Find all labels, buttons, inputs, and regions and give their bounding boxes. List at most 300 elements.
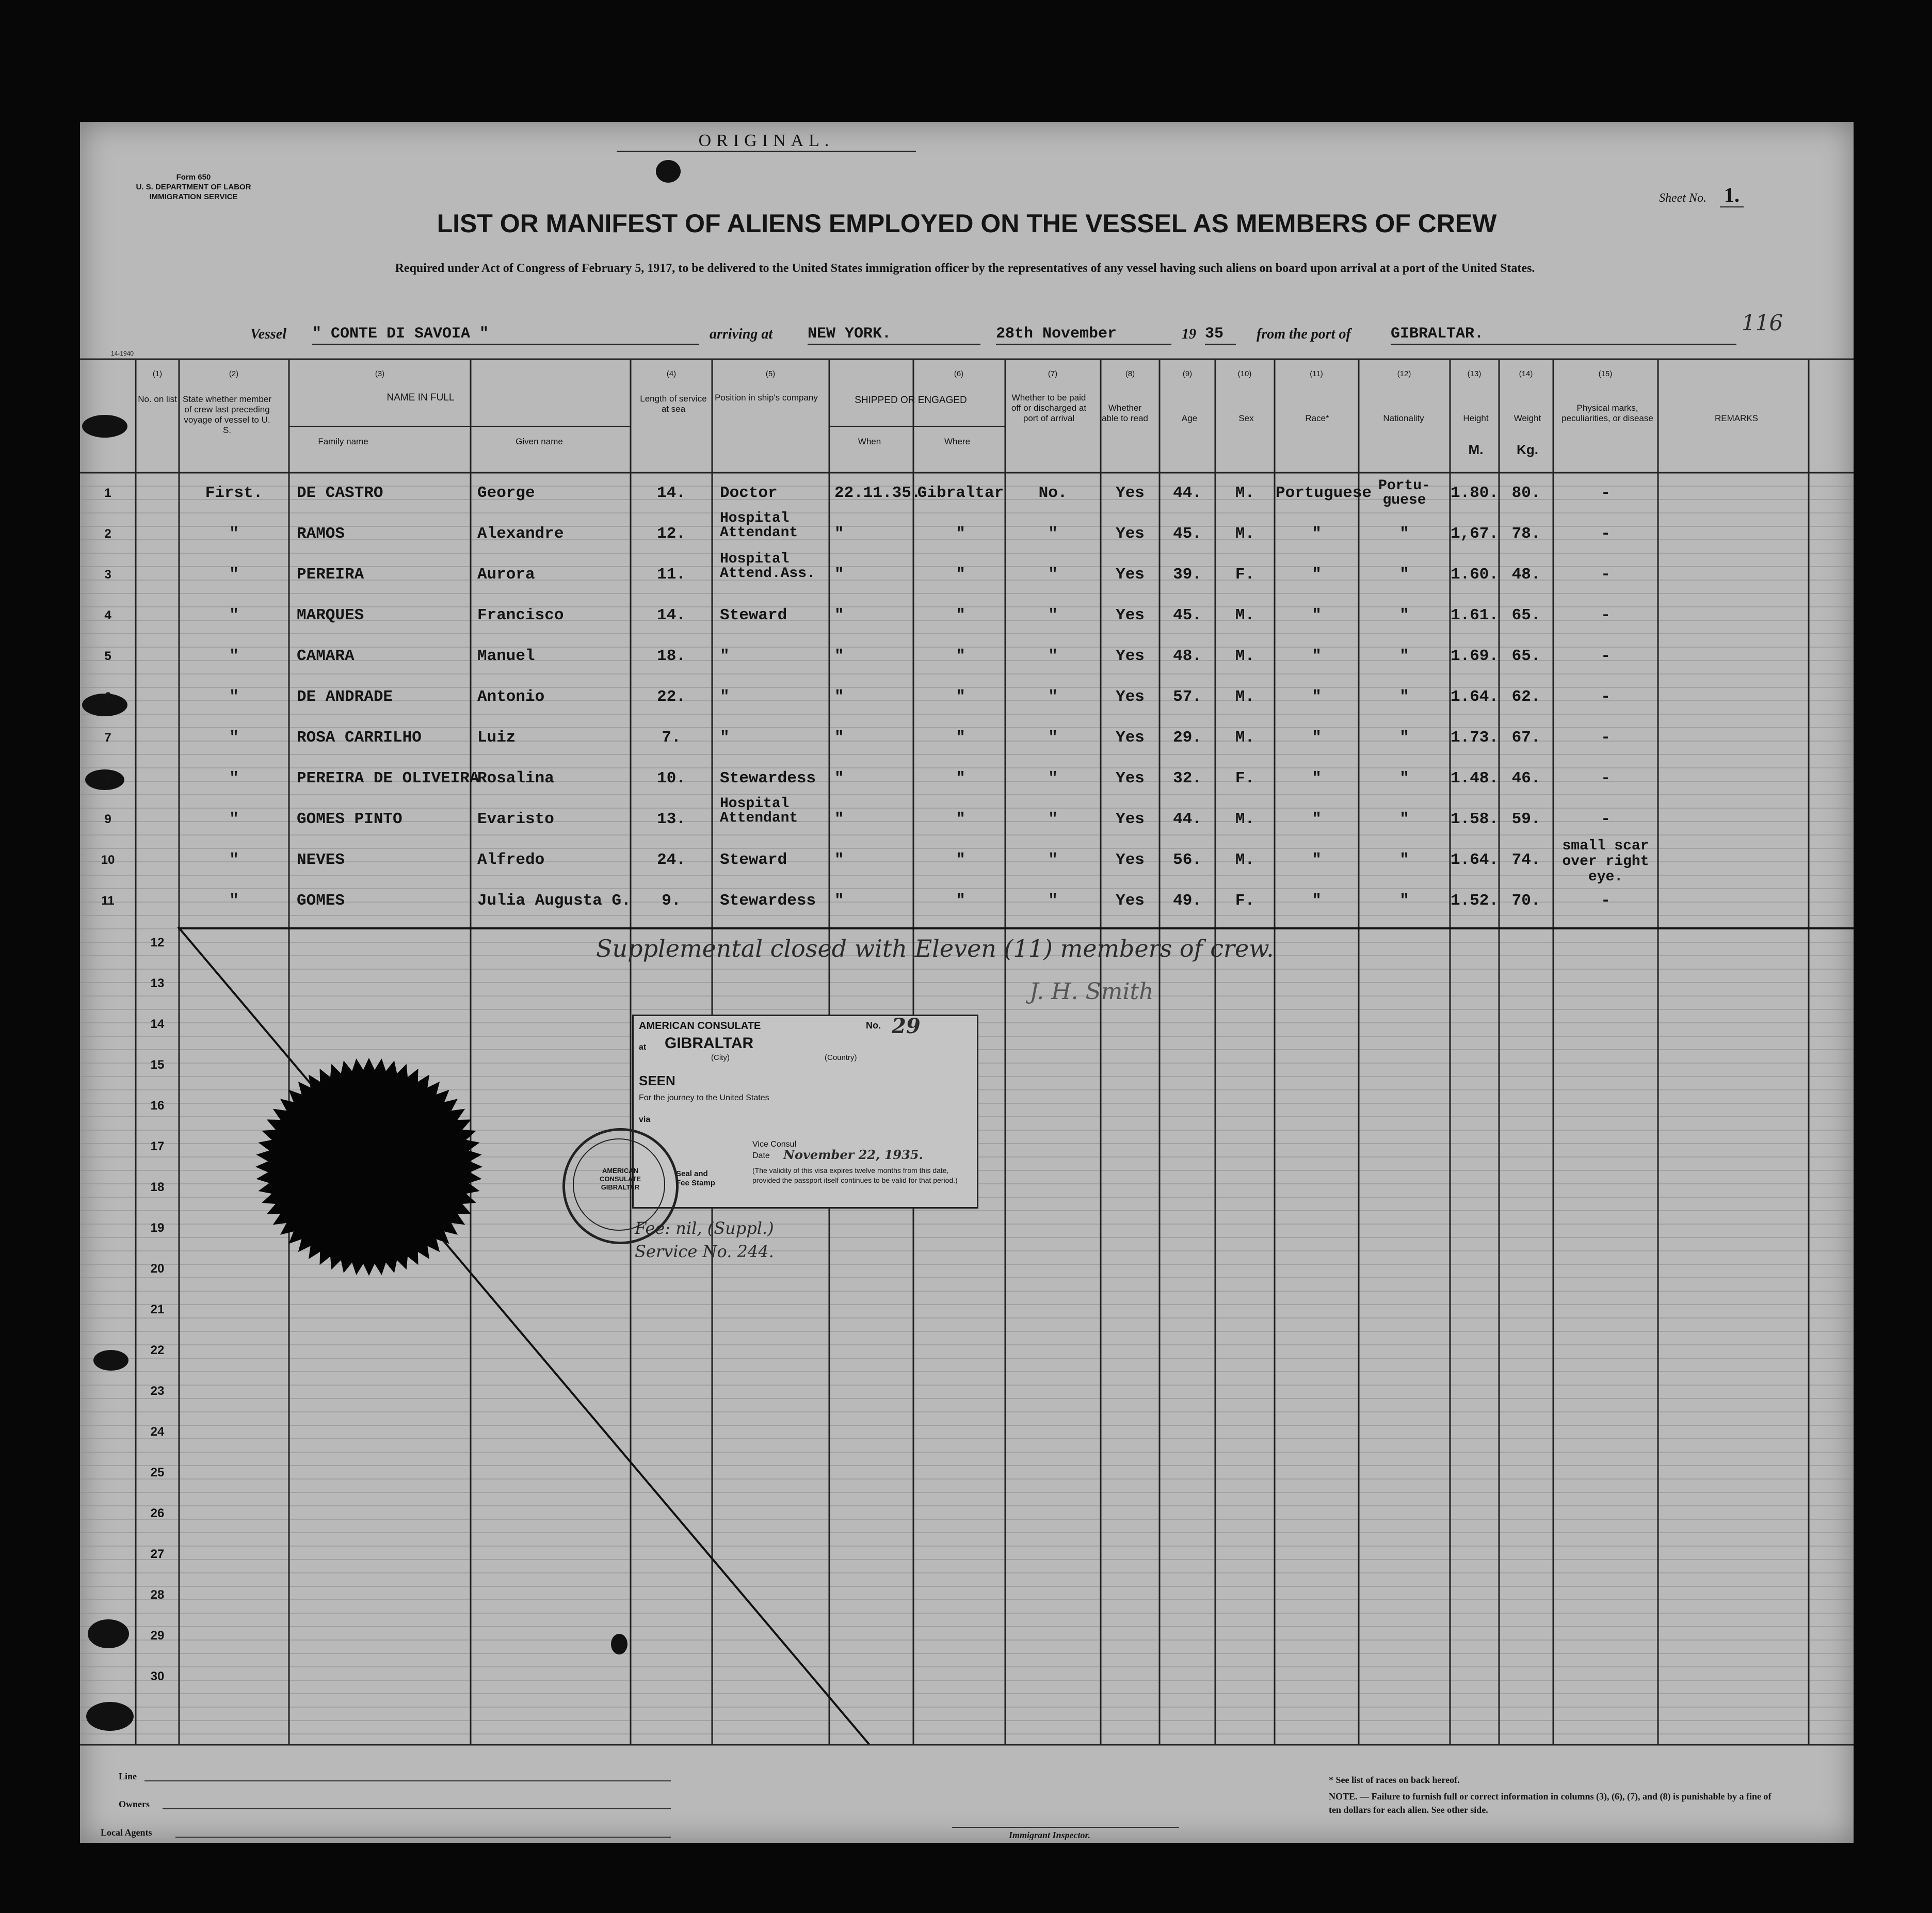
header-sex: Sex [1238, 413, 1254, 423]
cell-given-name: Evaristo [477, 810, 554, 828]
empty-row-number: 12 [150, 936, 165, 950]
cell-weight: 48. [1511, 566, 1541, 584]
cell-age: 44. [1173, 484, 1202, 502]
cell-family-name: MARQUES [297, 606, 364, 624]
sheet-value: 1. [1720, 183, 1744, 207]
header-weight: Weight [1514, 413, 1541, 423]
cell-where: " [956, 729, 965, 747]
header-length-of-service: Length of service at sea [640, 394, 707, 414]
row-number: 10 [101, 853, 115, 867]
cell-state: " [229, 851, 239, 869]
table-grid [80, 122, 1854, 1843]
cell-paid-off: " [1048, 606, 1058, 624]
header-height-unit: M. [1468, 442, 1484, 457]
header-paid-off: Whether to be paid off or discharged at port of arrival [1011, 393, 1087, 423]
cell-age: 48. [1173, 647, 1202, 665]
cell-height: 1.73. [1450, 729, 1499, 747]
stamp-no-label: No. [866, 1020, 881, 1031]
cell-position: Steward [720, 851, 787, 869]
cell-sex: M. [1235, 810, 1255, 828]
cell-length-of-service: 14. [657, 606, 686, 624]
cell-position: Hospital Attend.Ass. [720, 551, 815, 582]
cell-paid-off: " [1048, 525, 1058, 543]
cell-where: " [956, 566, 965, 584]
cell-weight: 67. [1511, 729, 1541, 747]
empty-row-number: 17 [150, 1139, 165, 1153]
header-where: Where [944, 437, 971, 446]
column-number: (9) [1182, 369, 1193, 378]
cell-height: 1.61. [1450, 606, 1499, 624]
header-no-on-list: No. on list [138, 394, 177, 404]
cell-sex: M. [1235, 729, 1255, 747]
empty-row-number: 28 [150, 1588, 165, 1602]
stamp-vice-consul: Vice Consul [752, 1140, 797, 1149]
cell-length-of-service: 7. [662, 729, 681, 747]
cell-physical-marks: - [1601, 566, 1611, 584]
cell-position: " [720, 688, 730, 706]
cell-able-to-read: Yes [1116, 525, 1145, 543]
cell-state: First. [205, 484, 263, 502]
footer-line-label: Line [119, 1771, 137, 1781]
embossed-seal [255, 1058, 482, 1276]
cell-race: " [1312, 892, 1322, 910]
cell-physical-marks: - [1601, 810, 1611, 828]
cell-state: " [229, 688, 239, 706]
cell-able-to-read: Yes [1116, 769, 1145, 787]
cell-state: " [229, 892, 239, 910]
column-number: (6) [954, 369, 964, 378]
cell-when: " [834, 769, 844, 787]
empty-row-number: 19 [150, 1221, 165, 1235]
cell-where: " [956, 606, 965, 624]
header-given-name: Given name [516, 437, 563, 446]
cell-nationality: " [1399, 729, 1409, 747]
cell-height: 1.52. [1450, 892, 1499, 910]
cell-state: " [229, 606, 239, 624]
footer-agents-rule [175, 1837, 671, 1838]
cell-given-name: Julia Augusta G. [477, 892, 631, 910]
cell-nationality: " [1399, 688, 1409, 706]
column-number: (13) [1467, 369, 1482, 378]
cell-able-to-read: Yes [1116, 606, 1145, 624]
cell-paid-off: No. [1038, 484, 1068, 502]
cell-able-to-read: Yes [1116, 688, 1145, 706]
cell-sex: F. [1235, 892, 1255, 910]
cell-nationality: " [1399, 810, 1409, 828]
cell-nationality: " [1399, 647, 1409, 665]
binder-hole [88, 1619, 129, 1648]
cell-physical-marks: - [1601, 729, 1611, 747]
cell-able-to-read: Yes [1116, 729, 1145, 747]
cell-sex: M. [1235, 647, 1255, 665]
header-weight-unit: Kg. [1517, 442, 1538, 457]
cell-weight: 70. [1511, 892, 1541, 910]
consulate-round-seal [562, 1128, 679, 1244]
cell-weight: 78. [1511, 525, 1541, 543]
footer-owners-rule [163, 1808, 671, 1809]
cell-race: " [1312, 606, 1322, 624]
cell-race: " [1312, 647, 1322, 665]
cell-paid-off: " [1048, 566, 1058, 584]
cell-when: " [834, 851, 844, 869]
header-able-to-read: Whether able to read [1102, 403, 1148, 423]
cell-height: 1.48. [1450, 769, 1499, 787]
legal-requirement: Required under Act of Congress of February 5, 1917, to be delivered to the United States immigration officer by the representatives of any vessel having such aliens on board upon arrival at a port of the United States. [395, 262, 1535, 275]
cell-age: 49. [1173, 892, 1202, 910]
cell-weight: 65. [1511, 647, 1541, 665]
header-when: When [858, 437, 881, 446]
empty-row-number: 23 [150, 1384, 165, 1398]
cell-nationality: " [1399, 851, 1409, 869]
row-number: 8 [104, 771, 111, 785]
cell-physical-marks: - [1601, 606, 1611, 624]
cell-age: 45. [1173, 525, 1202, 543]
cell-where: " [956, 810, 965, 828]
cell-height: 1.64. [1450, 688, 1499, 706]
cell-race: " [1312, 851, 1322, 869]
row-number: 11 [101, 894, 115, 908]
cell-given-name: Francisco [477, 606, 564, 624]
from-port: GIBRALTAR. [1391, 325, 1736, 345]
footer-owners-label: Owners [119, 1799, 150, 1809]
cell-physical-marks: - [1601, 769, 1611, 787]
cell-position: " [720, 647, 730, 665]
cell-given-name: Alfredo [477, 851, 545, 869]
sheet-number [1659, 183, 1744, 207]
cell-age: 57. [1173, 688, 1202, 706]
stamp-no: 29 [892, 1014, 921, 1038]
punch-hole [656, 160, 681, 183]
column-number: (12) [1397, 369, 1411, 378]
cell-given-name: George [477, 484, 535, 502]
stamp-via: via [639, 1115, 651, 1124]
column-number: (14) [1519, 369, 1533, 378]
header-shipped: SHIPPED OR ENGAGED [855, 395, 967, 406]
cell-age: 32. [1173, 769, 1202, 787]
cell-where: " [956, 525, 965, 543]
cell-physical-marks: - [1601, 688, 1611, 706]
cell-age: 45. [1173, 606, 1202, 624]
empty-row-number: 13 [150, 976, 165, 990]
cell-length-of-service: 10. [657, 769, 686, 787]
empty-row-number: 22 [150, 1343, 165, 1357]
sheet-label: Sheet No. [1659, 191, 1706, 205]
cell-paid-off: " [1048, 688, 1058, 706]
cell-sex: M. [1235, 525, 1255, 543]
cell-length-of-service: 18. [657, 647, 686, 665]
stamp-country-label: (Country) [825, 1053, 857, 1062]
handwritten-service-no: Service No. 244. [635, 1242, 774, 1261]
year-prefix: 19 [1182, 326, 1196, 342]
column-number: (8) [1125, 369, 1135, 378]
row-number: 4 [104, 608, 111, 622]
cell-state: " [229, 769, 239, 787]
cell-position: Steward [720, 606, 787, 624]
cell-position: Stewardess [720, 769, 816, 787]
cell-length-of-service: 12. [657, 525, 686, 543]
empty-row-number: 24 [150, 1425, 165, 1439]
stamp-header: AMERICAN CONSULATE [639, 1020, 761, 1032]
cell-given-name: Aurora [477, 566, 535, 584]
arrival-date: 28th November [996, 325, 1171, 345]
cell-physical-marks: small scar over right eye. [1562, 838, 1649, 885]
column-number: (15) [1598, 369, 1613, 378]
empty-row-number: 18 [150, 1180, 165, 1194]
handwritten-signature: J. H. Smith [1029, 978, 1154, 1005]
cell-paid-off: " [1048, 769, 1058, 787]
cell-age: 29. [1173, 729, 1202, 747]
cell-state: " [229, 525, 239, 543]
cell-able-to-read: Yes [1116, 566, 1145, 584]
cell-length-of-service: 11. [657, 566, 686, 584]
footer-note: NOTE. — Failure to furnish full or correct information in columns (3), (6), (7), and (8) is punishable by a fine of ten dollars for each alien. See other side. [1329, 1791, 1772, 1815]
column-number: (2) [229, 369, 239, 378]
cell-given-name: Alexandre [477, 525, 564, 543]
column-number: (11) [1310, 369, 1323, 378]
empty-row-number: 27 [150, 1547, 165, 1561]
cell-able-to-read: Yes [1116, 810, 1145, 828]
header-position: Position in ship's company [715, 393, 818, 403]
empty-row-number: 26 [150, 1506, 165, 1520]
row-number: 9 [104, 812, 111, 826]
header-family-name: Family name [318, 437, 368, 446]
cell-height: 1.60. [1450, 566, 1499, 584]
footer-line-rule [144, 1780, 671, 1781]
cell-physical-marks: - [1601, 892, 1611, 910]
cell-family-name: GOMES [297, 892, 345, 910]
cell-state: " [229, 647, 239, 665]
cell-position: Hospital Attendant [720, 510, 798, 541]
row-number: 5 [104, 649, 111, 663]
form-number: Form 650 [176, 173, 211, 182]
cell-paid-off: " [1048, 647, 1058, 665]
cell-physical-marks: - [1601, 525, 1611, 543]
cell-family-name: NEVES [297, 851, 345, 869]
cell-race: " [1312, 566, 1322, 584]
cell-nationality: " [1399, 566, 1409, 584]
cell-where: " [956, 851, 965, 869]
agency-service: IMMIGRATION SERVICE [149, 192, 238, 201]
cell-height: 1.58. [1450, 810, 1499, 828]
cell-weight: 59. [1511, 810, 1541, 828]
cell-race: " [1312, 688, 1322, 706]
agency-line: U. S. DEPARTMENT OF LABOR [136, 183, 251, 191]
header-physical-marks: Physical marks, peculiarities, or disease [1561, 403, 1653, 423]
empty-row-number: 25 [150, 1466, 165, 1480]
cell-given-name: Luiz [477, 729, 516, 747]
cell-family-name: RAMOS [297, 525, 345, 543]
cell-weight: 65. [1511, 606, 1541, 624]
cell-length-of-service: 13. [657, 810, 686, 828]
cell-when: 22.11.35. [834, 484, 921, 502]
manifest-sheet [80, 122, 1854, 1843]
column-number: (1) [152, 369, 163, 378]
row-number: 1 [104, 486, 111, 500]
stamp-journey: For the journey to the United States [639, 1094, 769, 1102]
cell-when: " [834, 729, 844, 747]
cell-position: Stewardess [720, 892, 816, 910]
arriving-port: NEW YORK. [808, 325, 980, 345]
cell-race: " [1312, 810, 1322, 828]
cell-when: " [834, 606, 844, 624]
cell-length-of-service: 24. [657, 851, 686, 869]
arrival-year: 35 [1205, 325, 1236, 345]
cell-physical-marks: - [1601, 484, 1611, 502]
cell-able-to-read: Yes [1116, 892, 1145, 910]
binder-hole [93, 1350, 128, 1371]
vessel-name: " CONTE DI SAVOIA " [312, 325, 699, 345]
stamp-city-label: (City) [711, 1053, 730, 1062]
cell-family-name: ROSA CARRILHO [297, 729, 422, 747]
cell-weight: 46. [1511, 769, 1541, 787]
cell-height: 1,67. [1450, 525, 1499, 543]
footer-race-note: * See list of races on back hereof. [1329, 1775, 1460, 1785]
stamp-date-label: Date [752, 1151, 770, 1160]
cell-sex: M. [1235, 851, 1255, 869]
empty-row-number: 29 [150, 1629, 165, 1643]
cell-length-of-service: 22. [657, 688, 686, 706]
cell-age: 56. [1173, 851, 1202, 869]
stamp-seen: SEEN [639, 1073, 675, 1088]
handwritten-page-number: 116 [1742, 310, 1783, 335]
punch-hole [611, 1634, 627, 1654]
seal-ring-text: AMERICAN CONSULATE GIBRALTAR [600, 1167, 641, 1191]
row-number: 2 [104, 527, 111, 541]
original-label: ORIGINAL. [617, 131, 916, 152]
cell-family-name: DE ANDRADE [297, 688, 393, 706]
voyage-line [235, 322, 1757, 348]
cell-when: " [834, 810, 844, 828]
column-number: (3) [375, 369, 385, 378]
cell-state: " [229, 810, 239, 828]
cell-family-name: DE CASTRO [297, 484, 383, 502]
row-number: 3 [104, 568, 111, 582]
cell-family-name: PEREIRA [297, 566, 364, 584]
manifest-title: LIST OR MANIFEST OF ALIENS EMPLOYED ON THE VESSEL AS MEMBERS OF CREW [437, 209, 1497, 238]
cell-length-of-service: 14. [657, 484, 686, 502]
cell-weight: 80. [1511, 484, 1541, 502]
stamp-city: GIBRALTAR [665, 1035, 754, 1052]
empty-row-number: 16 [150, 1099, 165, 1113]
empty-row-number: 21 [150, 1303, 165, 1316]
footer-local-agents-label: Local Agents [101, 1827, 152, 1838]
cell-able-to-read: Yes [1116, 851, 1145, 869]
cell-race: " [1312, 525, 1322, 543]
handwritten-fee-note: Fee: nil, (Suppl.) [635, 1218, 774, 1238]
cell-sex: M. [1235, 484, 1255, 502]
cell-when: " [834, 892, 844, 910]
cell-state: " [229, 729, 239, 747]
cell-able-to-read: Yes [1116, 647, 1145, 665]
form-code: 14-1940 [111, 350, 134, 357]
cell-when: " [834, 525, 844, 543]
cell-race: " [1312, 769, 1322, 787]
header-height: Height [1463, 413, 1489, 423]
cell-position: Hospital Attendant [720, 796, 798, 826]
inspector-signature-line [952, 1827, 1179, 1828]
cell-given-name: Manuel [477, 647, 535, 665]
cell-given-name: Rosalina [477, 769, 554, 787]
stamp-at-label: at [639, 1043, 647, 1052]
cell-when: " [834, 688, 844, 706]
footer-inspector: Immigrant Inspector. [1009, 1830, 1091, 1840]
empty-row-number: 15 [150, 1058, 165, 1072]
cell-when: " [834, 566, 844, 584]
empty-row-number: 14 [150, 1017, 165, 1031]
cell-position: Doctor [720, 484, 778, 502]
stamp-validity: (The validity of this visa expires twelve months from this date, provided the passport itself continues to be valid for that period.) [752, 1166, 958, 1184]
cell-family-name: GOMES PINTO [297, 810, 403, 828]
cell-where: " [956, 647, 965, 665]
cell-sex: M. [1235, 606, 1255, 624]
cell-able-to-read: Yes [1116, 484, 1145, 502]
column-number: (4) [666, 369, 677, 378]
cell-weight: 62. [1511, 688, 1541, 706]
header-remarks: REMARKS [1714, 413, 1759, 423]
cell-height: 1.80. [1450, 484, 1499, 502]
cell-height: 1.69. [1450, 647, 1499, 665]
arriving-label: arriving at [710, 326, 773, 342]
column-number: (5) [765, 369, 776, 378]
cell-paid-off: " [1048, 729, 1058, 747]
column-number: (7) [1048, 369, 1058, 378]
empty-row-number: 30 [150, 1669, 165, 1683]
cell-paid-off: " [1048, 810, 1058, 828]
cell-sex: F. [1235, 769, 1255, 787]
stamp-date: November 22, 1935. [783, 1147, 923, 1162]
binder-hole [82, 415, 127, 438]
column-number: (10) [1237, 369, 1252, 378]
cell-nationality: " [1399, 892, 1409, 910]
cell-height: 1.64. [1450, 851, 1499, 869]
handwritten-closing-note: Supplemental closed with Eleven (11) members of crew. [596, 935, 1274, 962]
vessel-label: Vessel [250, 326, 286, 342]
header-age: Age [1181, 413, 1198, 423]
cell-weight: 74. [1511, 851, 1541, 869]
cell-paid-off: " [1048, 851, 1058, 869]
cell-given-name: Antonio [477, 688, 545, 706]
cell-length-of-service: 9. [662, 892, 681, 910]
empty-row-number: 20 [150, 1262, 165, 1276]
cell-nationality: " [1399, 606, 1409, 624]
cell-nationality: " [1399, 525, 1409, 543]
agency-block [111, 172, 276, 202]
cell-sex: F. [1235, 566, 1255, 584]
header-state: State whether member of crew last preceding voyage of vessel to U. S. [183, 394, 271, 435]
cell-where: " [956, 892, 965, 910]
cell-family-name: PEREIRA DE OLIVEIRA [297, 769, 479, 787]
header-name-in-full: NAME IN FULL [387, 392, 455, 403]
cell-where: " [956, 688, 965, 706]
cell-state: " [229, 566, 239, 584]
row-number: 7 [104, 731, 111, 745]
cell-race: Portuguese [1275, 484, 1372, 502]
cell-nationality: " [1399, 769, 1409, 787]
cell-position: " [720, 729, 730, 747]
seal-fee-stamp-label: Seal and Fee Stamp [676, 1169, 715, 1187]
header-nationality: Nationality [1383, 413, 1424, 423]
cell-age: 39. [1173, 566, 1202, 584]
cell-family-name: CAMARA [297, 647, 355, 665]
cell-race: " [1312, 729, 1322, 747]
cell-paid-off: " [1048, 892, 1058, 910]
cell-where: " [956, 769, 965, 787]
cell-where: Gibraltar [917, 484, 1004, 502]
cell-age: 44. [1173, 810, 1202, 828]
binder-hole [86, 1702, 134, 1731]
row-number: 6 [104, 690, 111, 704]
header-race: Race* [1305, 413, 1329, 423]
